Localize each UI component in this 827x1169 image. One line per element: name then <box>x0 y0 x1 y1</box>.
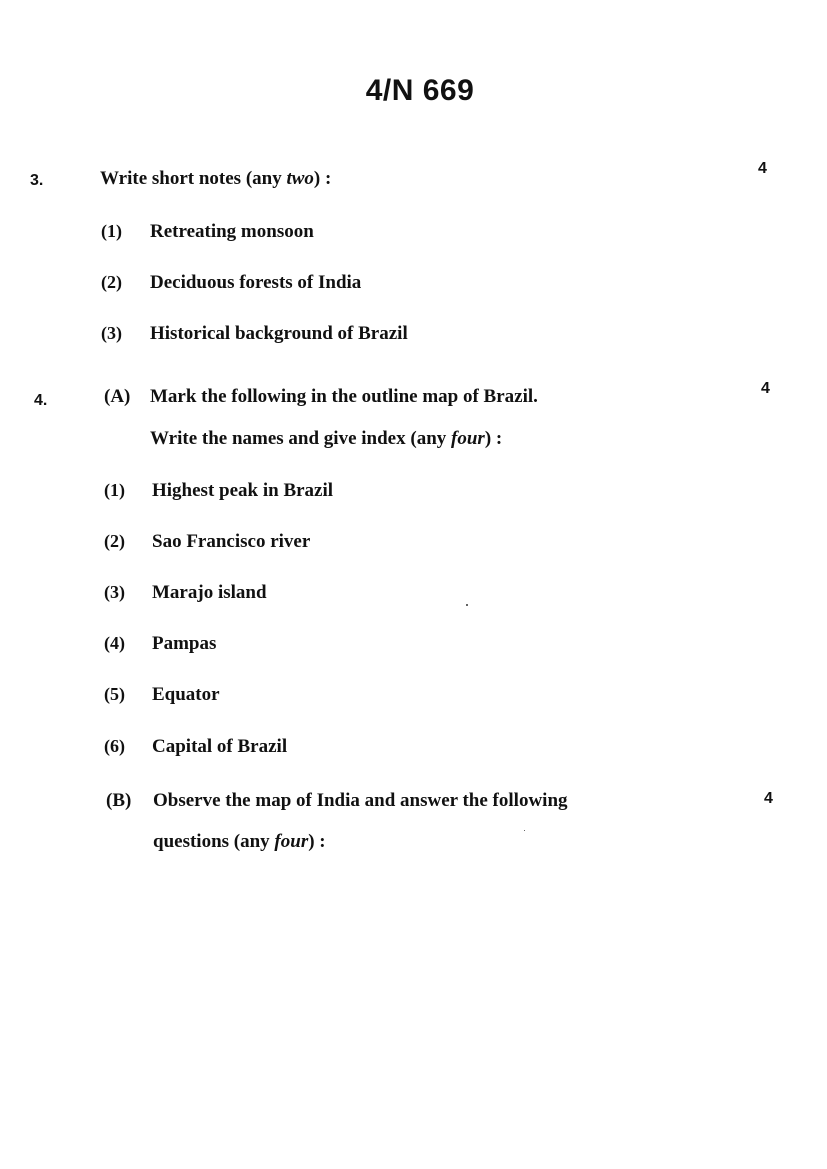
page-title: 4/N 669 <box>365 74 475 107</box>
scan-speck <box>524 830 525 831</box>
q4a-item-text: Sao Francisco river <box>152 531 311 552</box>
q4a-item-label: (5) <box>104 684 125 704</box>
q3-item-text: Deciduous forests of India <box>150 272 362 293</box>
q4a-item-label: (6) <box>104 736 125 756</box>
question-3-heading-text: Write short notes (any <box>100 168 287 189</box>
q4a-item-text: Highest peak in Brazil <box>152 480 334 501</box>
q3-item-text: Retreating monsoon <box>150 221 314 242</box>
q4-part-b-line1: Observe the map of India and answer the following <box>153 790 568 811</box>
q4a-item-label: (2) <box>104 531 125 551</box>
scan-speck <box>466 604 468 606</box>
q4a-item-label: (1) <box>104 480 125 500</box>
q4-part-a-line1: Mark the following in the outline map of Brazil. <box>150 386 538 407</box>
question-3-number: 3. <box>30 172 44 189</box>
question-3-heading <box>100 168 331 190</box>
q3-item-label: (1) <box>101 221 122 241</box>
question-3-heading-end: ) : <box>313 168 332 189</box>
q4a-item-text: Capital of Brazil <box>152 736 288 757</box>
q4a-item-text: Marajo island <box>152 582 267 603</box>
q4a-item-label: (3) <box>104 582 125 602</box>
q4a-item-label: (4) <box>104 633 125 653</box>
question-3-marks: 4 <box>758 160 767 177</box>
q4-part-b-line2-text: questions (any <box>153 831 275 852</box>
q3-item-label: (3) <box>101 323 122 343</box>
q4-part-b-marks: 4 <box>764 790 773 807</box>
q4-part-a-line2-end: ) : <box>484 428 503 449</box>
q3-item-label: (2) <box>101 272 122 292</box>
q4-part-b-line2-emphasis: four <box>274 831 309 852</box>
q4a-item-text: Equator <box>152 684 220 705</box>
q4-part-a-line2 <box>150 428 502 450</box>
q4-part-a-line2-text: Write the names and give index (any <box>150 428 452 449</box>
q4-part-a-marks: 4 <box>761 380 770 397</box>
question-3-heading-emphasis: two <box>286 168 314 189</box>
q4-part-a-line2-emphasis: four <box>451 428 485 449</box>
q4-part-b-line2-end: ) : <box>308 831 326 852</box>
q4-part-b-line2 <box>153 831 326 853</box>
q4a-item-text: Pampas <box>152 633 217 654</box>
question-4-number: 4. <box>34 392 48 409</box>
q4-part-a-label: (A) <box>104 386 131 407</box>
q3-item-text: Historical background of Brazil <box>150 323 408 344</box>
q4-part-b-label: (B) <box>106 790 132 811</box>
